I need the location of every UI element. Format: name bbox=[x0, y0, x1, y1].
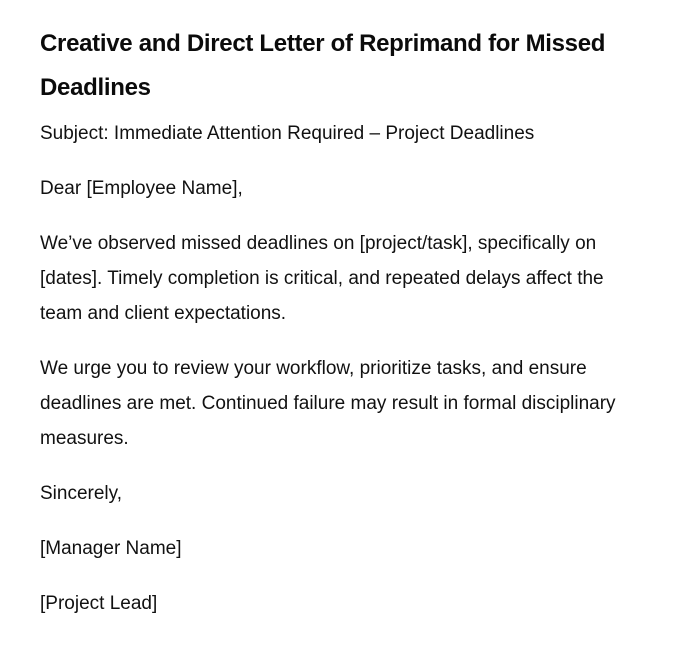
signer-title: [Project Lead] bbox=[40, 593, 158, 614]
subject-line: Subject: Immediate Attention Required – Project Deadlines bbox=[40, 123, 535, 144]
document-title: Creative and Direct Letter of Reprimand for Missed Deadlines bbox=[40, 30, 606, 101]
greeting: Dear [Employee Name], bbox=[40, 178, 243, 199]
body-paragraph-1: We’ve observed missed deadlines on [project/task], specifically on [dates]. Timely completion is critical, and repeated delays affect the team and client expectations. bbox=[40, 233, 604, 324]
letter-document bbox=[40, 22, 640, 641]
closing: Sincerely, bbox=[40, 483, 123, 504]
body-paragraph-2: We urge you to review your workflow, prioritize tasks, and ensure deadlines are met. Continued failure may result in formal disciplinary measures. bbox=[40, 358, 616, 449]
signer-name: [Manager Name] bbox=[40, 538, 182, 559]
